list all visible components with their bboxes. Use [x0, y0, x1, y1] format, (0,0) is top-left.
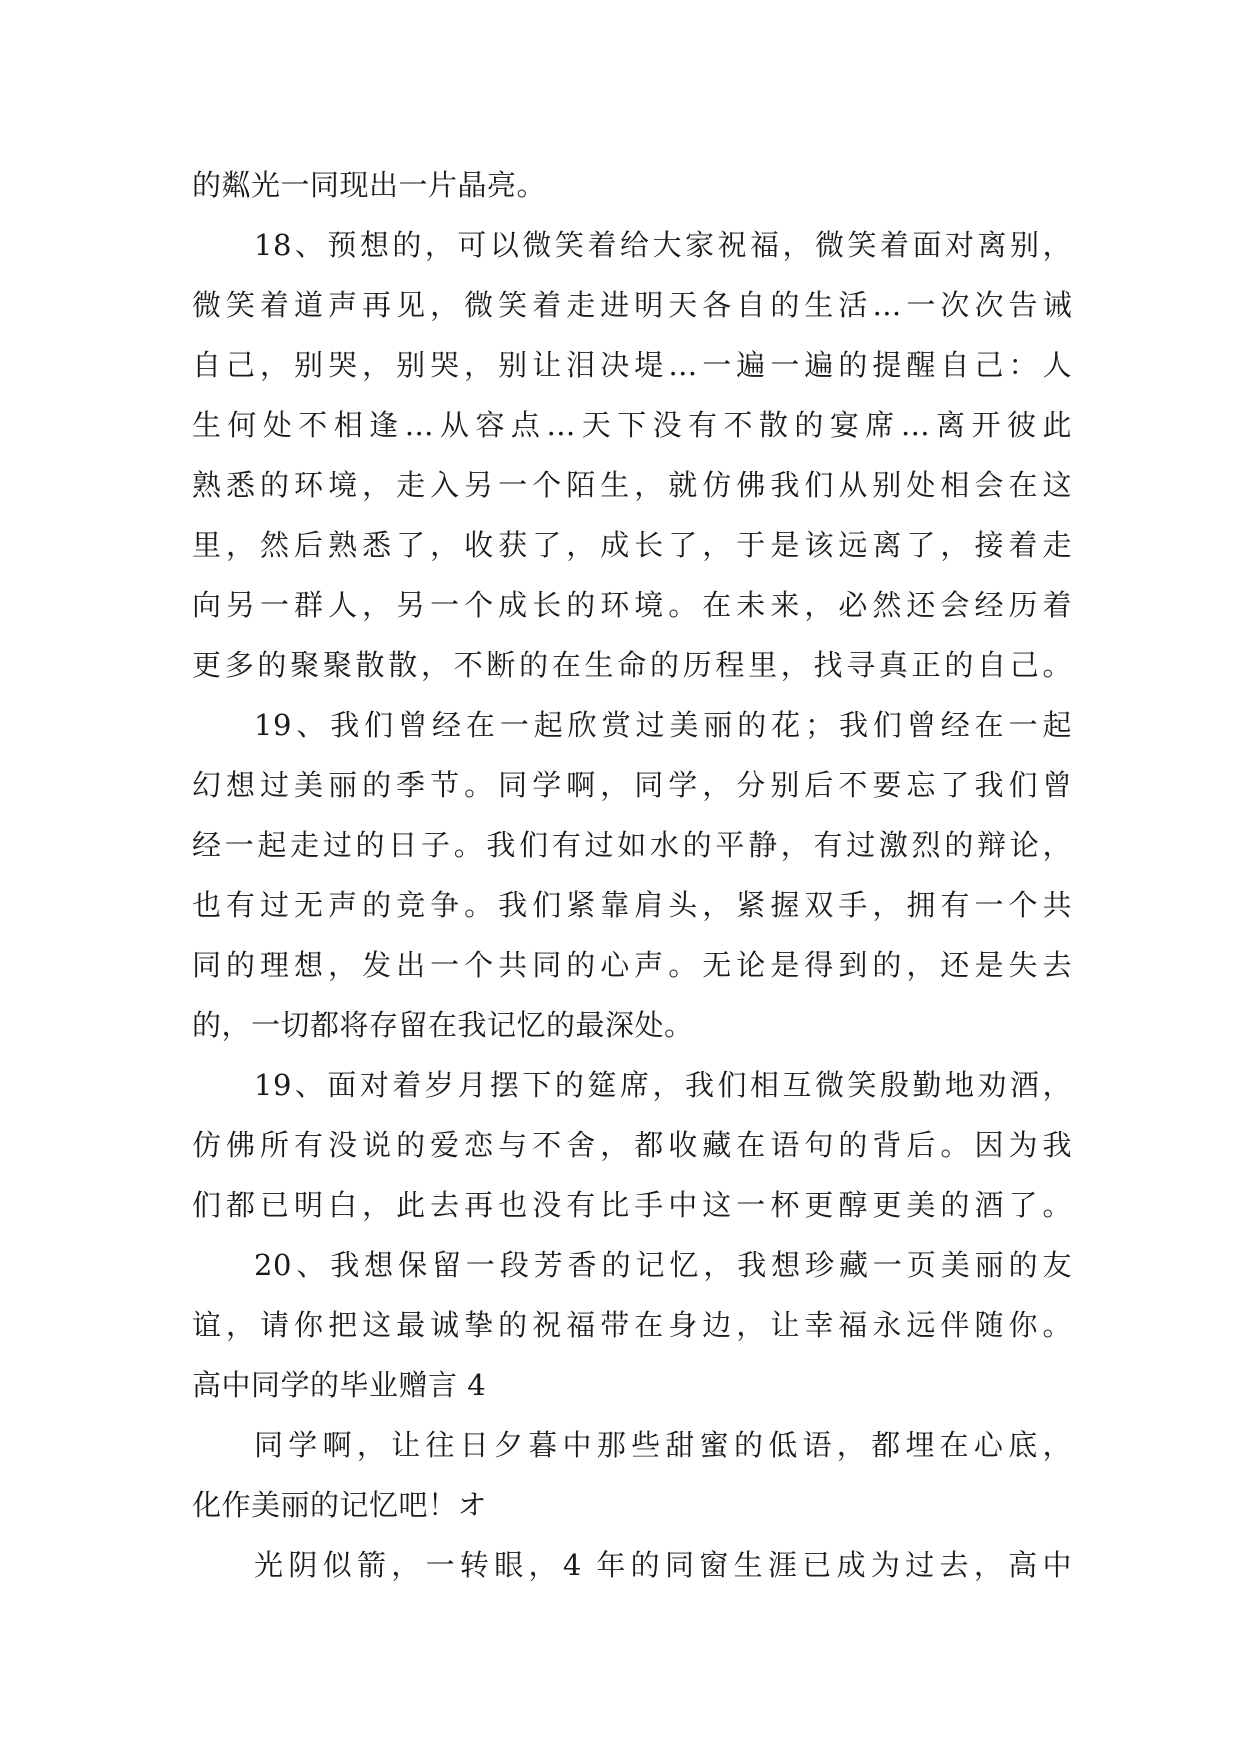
- paragraph-line: 谊，请你把这最诚挚的祝福带在身边，让幸福永远伴随你。: [192, 1308, 1072, 1342]
- paragraph-line: 也有过无声的竞争。我们紧靠肩头，紧握双手，拥有一个共: [192, 888, 1072, 922]
- section-heading: 高中同学的毕业赠言 4: [192, 1368, 487, 1402]
- paragraph-line: 19、我们曾经在一起欣赏过美丽的花；我们曾经在一起: [254, 708, 1072, 742]
- paragraph-line: 20、我想保留一段芳香的记忆，我想珍藏一页美丽的友: [254, 1248, 1072, 1282]
- paragraph-line: 微笑着道声再见，微笑着走进明天各自的生活…一次次告诫: [192, 288, 1072, 322]
- paragraph-line: 自己，别哭，别哭，别让泪决堤…一遍一遍的提醒自己：人: [192, 348, 1072, 382]
- paragraph-line: 的，一切都将存留在我记忆的最深处。: [192, 1008, 694, 1042]
- paragraph-line: 光阴似箭，一转眼，4 年的同窗生涯已成为过去，高中: [254, 1548, 1072, 1582]
- paragraph-line: 生何处不相逢…从容点…天下没有不散的宴席…离开彼此: [192, 408, 1072, 442]
- paragraph-line: 19、面对着岁月摆下的筵席，我们相互微笑殷勤地劝酒，: [254, 1068, 1072, 1102]
- paragraph-line: 熟悉的环境，走入另一个陌生，就仿佛我们从别处相会在这: [192, 468, 1072, 502]
- paragraph-line: 同学啊，让往日夕暮中那些甜蜜的低语，都埋在心底，: [254, 1428, 1072, 1462]
- paragraph-line: 仿佛所有没说的爱恋与不舍，都收藏在语句的背后。因为我: [192, 1128, 1072, 1162]
- paragraph-line: 里，然后熟悉了，收获了，成长了，于是该远离了，接着走: [192, 528, 1072, 562]
- paragraph-line: 化作美丽的记忆吧！オ: [192, 1488, 488, 1522]
- paragraph-line: 18、预想的，可以微笑着给大家祝福，微笑着面对离别，: [254, 228, 1072, 262]
- paragraph-line: 们都已明白，此去再也没有比手中这一杯更醇更美的酒了。: [192, 1188, 1072, 1222]
- paragraph-line: 更多的聚聚散散，不断的在生命的历程里，找寻真正的自己。: [192, 648, 1072, 682]
- document-body: [192, 155, 1072, 1595]
- paragraph-line: 的粼光一同现出一片晶亮。: [192, 168, 547, 202]
- paragraph-line: 幻想过美丽的季节。同学啊，同学，分别后不要忘了我们曾: [192, 768, 1072, 802]
- paragraph-line: 向另一群人，另一个成长的环境。在未来，必然还会经历着: [192, 588, 1072, 622]
- paragraph-line: 经一起走过的日子。我们有过如水的平静，有过激烈的辩论，: [192, 828, 1072, 862]
- paragraph-line: 同的理想，发出一个共同的心声。无论是得到的，还是失去: [192, 948, 1072, 982]
